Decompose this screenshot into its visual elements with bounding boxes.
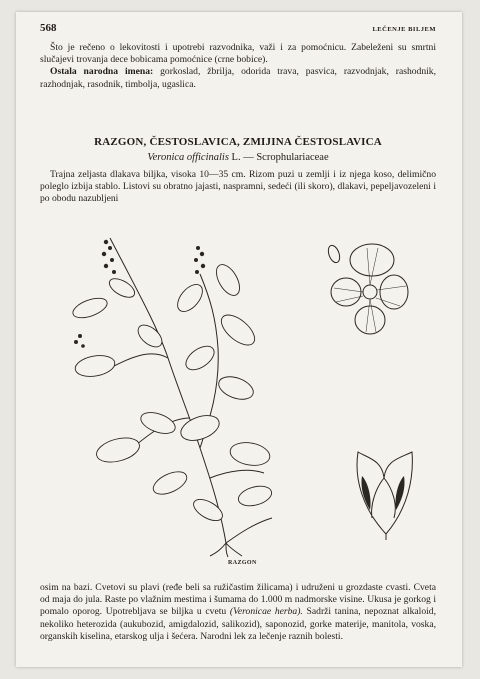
description-bottom-part1: osim na bazi. Cvetovi su plavi (ređe beli sa ružičastim žilicama) i udruženi u grozdaste cvasti. Cveta od maja do jula. Raste po vlažnim mestima i šumama do 1.000 m nadmorske visine. Ukusa je gorkog i pomalo oporog. Upotrebljava se biljka u cvetu <box>40 582 436 618</box>
description-bottom <box>40 582 436 643</box>
description-bottom-text <box>40 582 436 643</box>
other-names-text: gorkoslad, žbrilja, odorida trava, pasvica, razvodnjak, rashodnik, razhodnjak, rasodnik, timbolja, ugaslica. <box>40 66 436 90</box>
other-names-label: Ostala narodna imena: <box>50 66 154 78</box>
description-bottom-part2: Sadrži tanina, nepoznat alkaloid, nekoliko heterozida (aukubozid, amigdalozid, salikozid), saponozid, gorke materije, manitola, voska, organskih kiselina, etarskog ulja i šećera. Narodni lek za lečenje raznih bolesti. <box>40 606 437 642</box>
plant-illustration <box>50 218 290 558</box>
other-names-paragraph <box>40 66 436 90</box>
description-top <box>40 169 436 206</box>
figure-caption: RAZGON <box>228 560 257 566</box>
fruit-illustration <box>348 448 420 540</box>
intro-paragraph: Što je rečeno o lekovitosti i upotrebi razvodnika, važi i za pomoćnicu. Zabeleženi su smrtni slučajevi trovanja dece bobicama pomoćnice (crne bobice). <box>40 42 436 66</box>
flower-illustration <box>322 240 410 340</box>
intro-section <box>40 42 436 91</box>
book-page <box>16 12 462 667</box>
page-header <box>40 22 436 34</box>
article-title: RAZGON, ČESTOSLAVICA, ZMIJINA ČESTOSLAVICA <box>94 136 382 148</box>
description-top-text: Trajna zeljasta dlakava biljka, visoka 10—35 cm. Rizom puzi u zemlji i iz njega koso, delimično poleglo izbija stablo. Listovi su obratno jajasti, naspramni, sedeći (ili skoro), dlakavi, pepeljavozeleni i po obodu nazubljeni <box>40 169 436 205</box>
page-number: 568 <box>40 22 57 34</box>
herb-name: (Veronicae herba). <box>229 606 303 618</box>
running-head: LEČENJE BILJEM <box>372 26 436 33</box>
author-family: L. — Scrophulariaceae <box>228 152 329 163</box>
article-subtitle <box>40 152 436 163</box>
latin-name: Veronica officinalis <box>147 152 229 163</box>
